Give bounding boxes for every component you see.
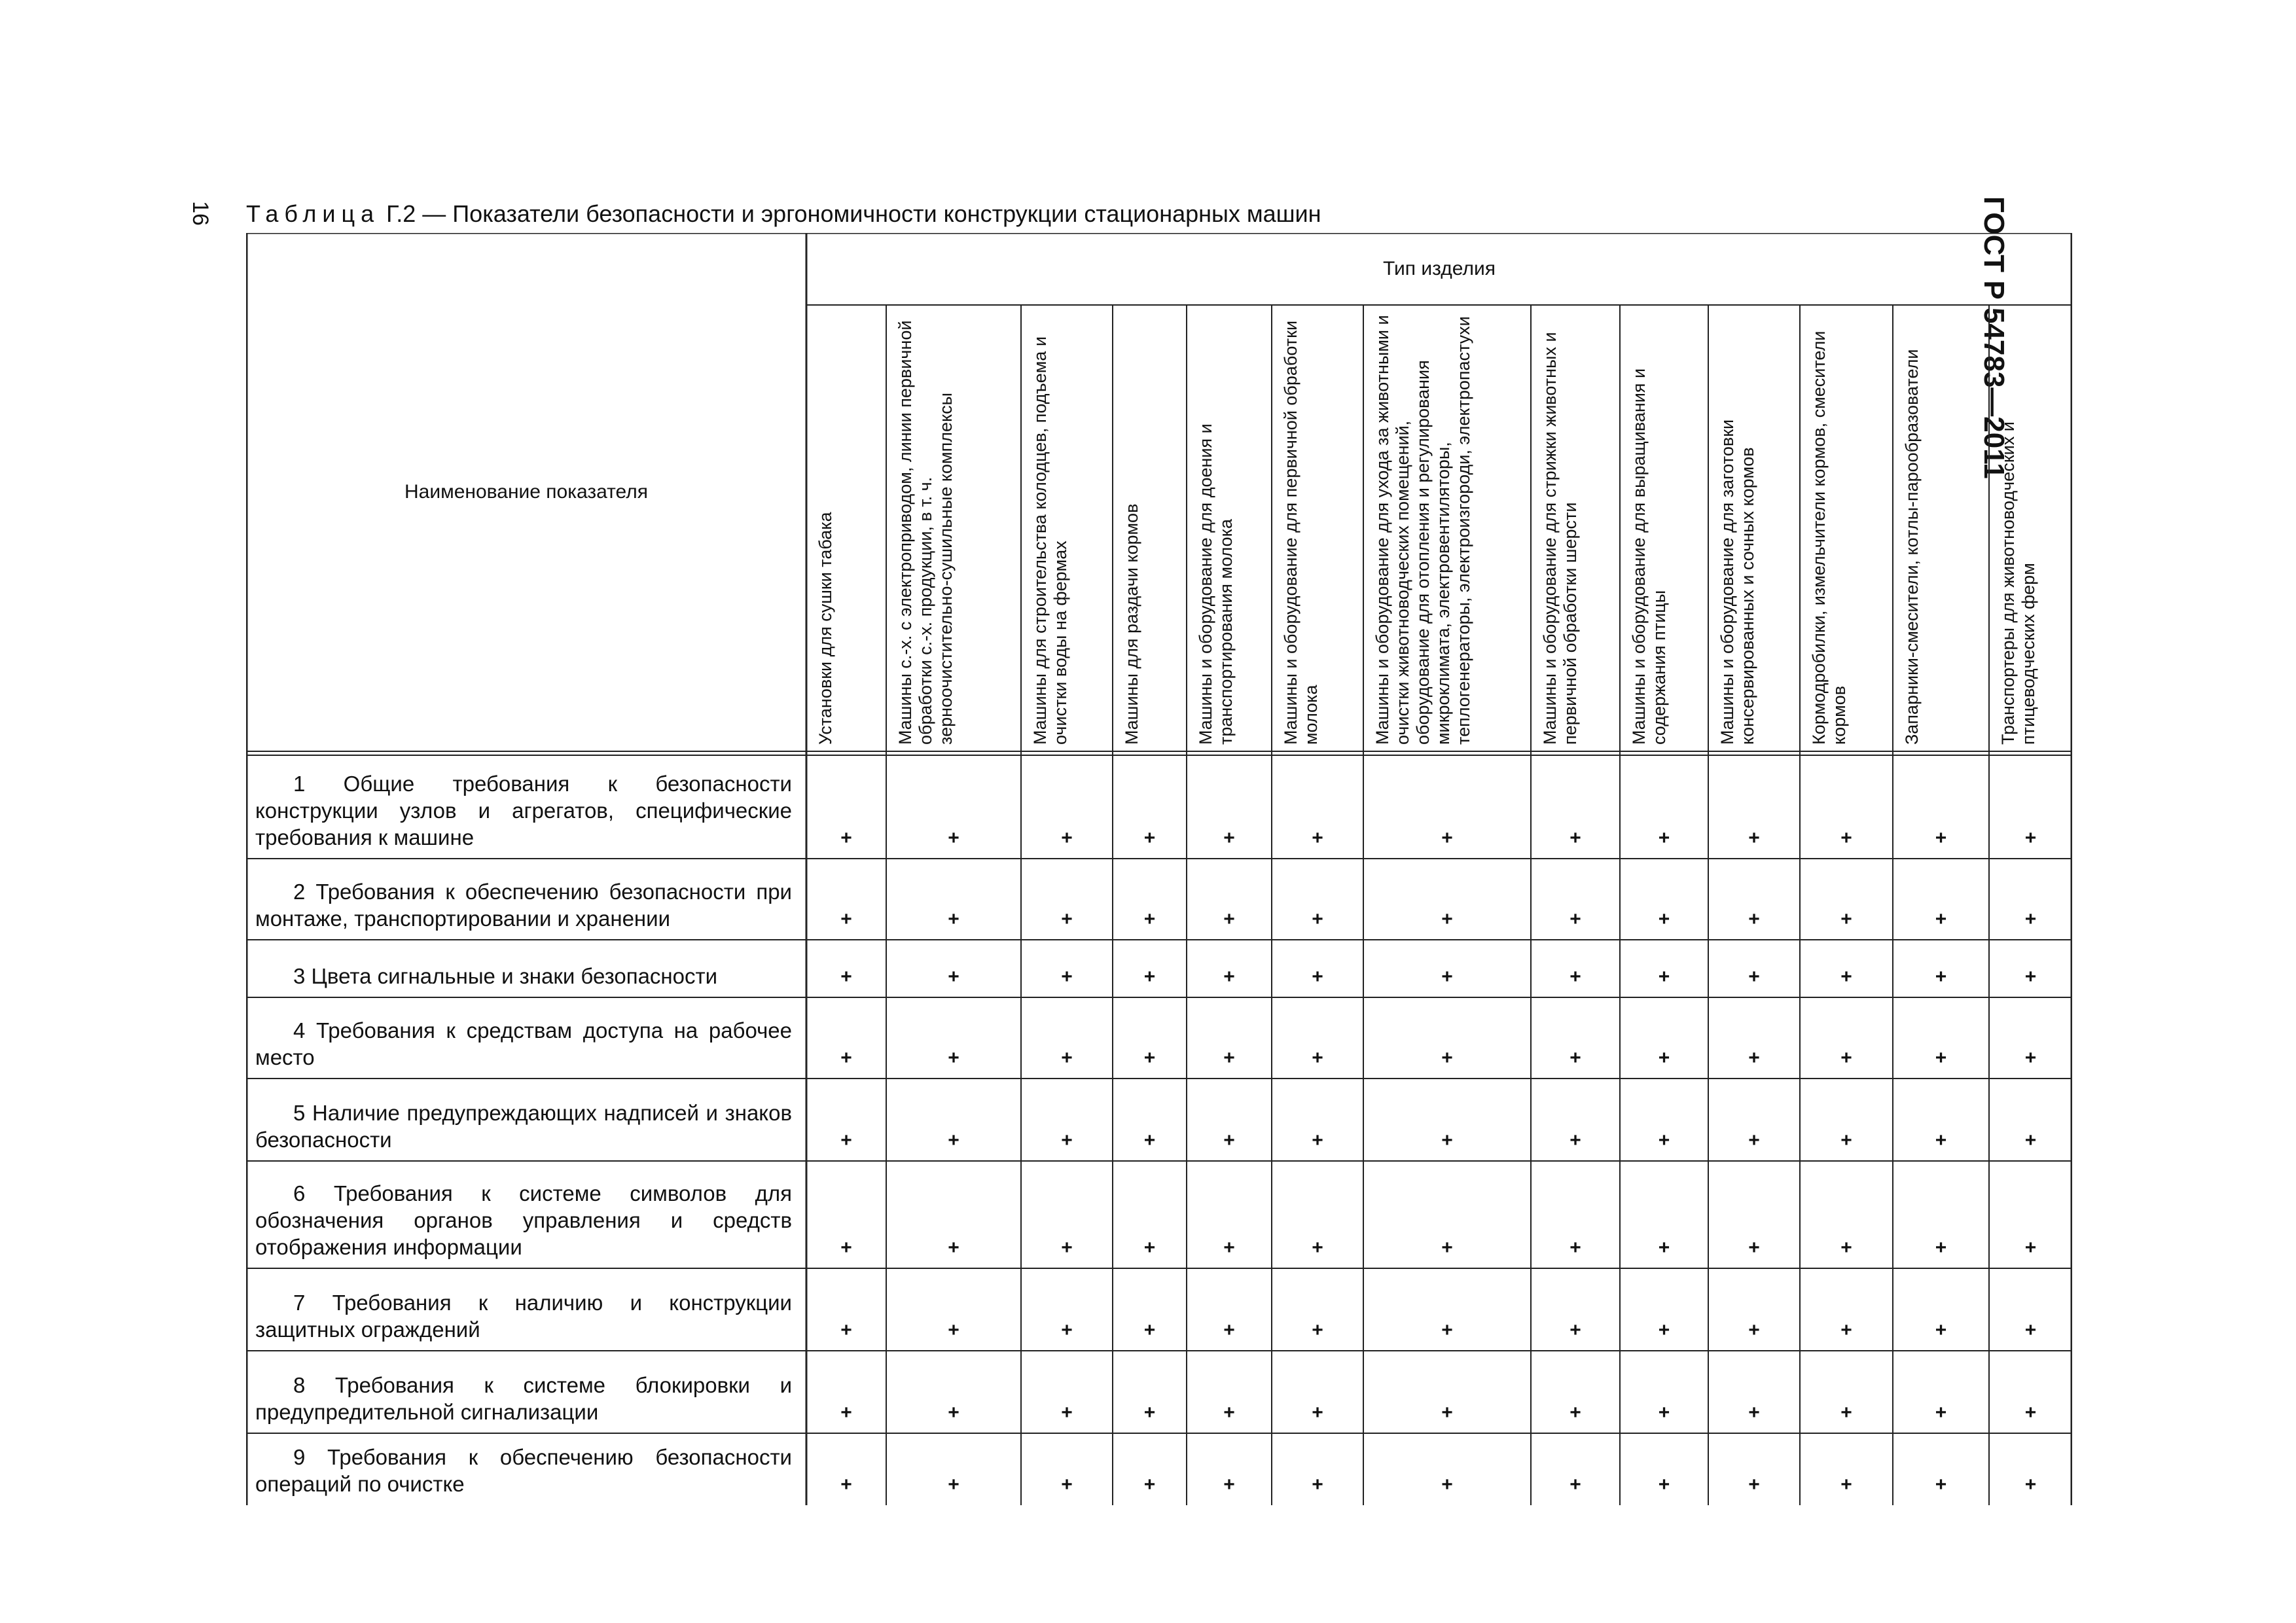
product-type-column-header: Машины и оборудование для выращивания и содержания птицы [1629,368,1669,745]
applicability-mark: + [1441,908,1453,930]
applicability-mark: + [1223,908,1235,930]
applicability-mark: + [948,1402,960,1423]
applicability-mark: + [1935,1237,1947,1258]
applicability-mark: + [1441,1402,1453,1423]
applicability-mark: + [1143,966,1156,988]
applicability-mark: + [948,1130,960,1151]
applicability-mark: + [1143,827,1156,849]
applicability-mark: + [2024,1047,2037,1069]
product-type-column-header: Машины и оборудование для ухода за животными и очистки животноводческих помещений, оборудование для отопления и регулирования микроклимата, электровентиляторы, теплогенераторы, электроизгороди, электропастухи [1372,315,1473,745]
applicability-mark: + [2024,1130,2037,1151]
applicability-mark: + [840,908,852,930]
indicator-row-label [246,1351,806,1433]
applicability-mark: + [1840,1319,1852,1341]
applicability-mark: + [1570,1474,1581,1495]
applicability-mark: + [1570,1237,1581,1258]
product-type-column-header: Машины для строительства колодцев, подъема и очистки воды на фермах [1030,336,1070,745]
applicability-mark: + [1748,1237,1760,1258]
applicability-mark: + [948,966,960,988]
name-column-header: Наименование показателя [404,481,648,503]
applicability-mark: + [1748,1319,1760,1341]
applicability-mark: + [1658,1130,1670,1151]
applicability-mark: + [1748,908,1760,930]
applicability-mark: + [1935,1047,1947,1069]
indicator-row-label [246,997,806,1079]
indicator-row-label [246,1161,806,1268]
type-column-header: Тип изделия [1383,258,1496,279]
applicability-mark: + [1748,1474,1760,1495]
applicability-mark: + [1441,1474,1453,1495]
indicator-row-label [246,859,806,940]
product-type-column-header: Машины и оборудование для стрижки животных и первичной обработки шерсти [1540,332,1580,745]
applicability-mark: + [1441,827,1453,849]
indicator-name: 9 Требования к обеспечению безопасности операций по очистке [255,1445,792,1496]
applicability-mark: + [1143,1402,1156,1423]
applicability-mark: + [1570,827,1581,849]
applicability-mark: + [1312,1474,1323,1495]
applicability-mark: + [1223,1402,1235,1423]
indicator-name: 1 Общие требования к безопасности конструкции узлов и агрегатов, специфические требования к машине [255,772,792,849]
applicability-mark: + [1658,966,1670,988]
indicator-name: 7 Требования к наличию и конструкции защитных ограждений [255,1291,792,1342]
applicability-mark: + [1143,1237,1156,1258]
caption-text: Г.2 — Показатели безопасности и эргономичности конструкции стационарных машин [386,200,1321,227]
product-type-column-header: Запарники-смесители, котлы-парообразователи [1902,349,1922,745]
applicability-mark: + [1223,1237,1235,1258]
applicability-mark: + [1658,827,1670,849]
applicability-mark: + [1935,908,1947,930]
applicability-mark: + [1223,1319,1235,1341]
applicability-mark: + [1935,1402,1947,1423]
applicability-mark: + [1312,1130,1323,1151]
applicability-mark: + [1312,1319,1323,1341]
applicability-mark: + [1840,1047,1852,1069]
product-type-column-header: Транспортеры для животноводческих и птицеводческих ферм [1998,421,2038,745]
applicability-mark: + [1935,827,1947,849]
applicability-mark: + [1143,908,1156,930]
applicability-mark: + [2024,908,2037,930]
applicability-mark: + [1441,1047,1453,1069]
applicability-mark: + [1441,1237,1453,1258]
applicability-mark: + [1840,1402,1852,1423]
applicability-mark: + [2024,966,2037,988]
indicator-row-label [246,1433,806,1505]
product-type-column-header: Установки для сушки табака [816,512,835,745]
applicability-mark: + [1441,1319,1453,1341]
applicability-mark: + [1658,1402,1670,1423]
applicability-mark: + [1061,1130,1073,1151]
applicability-mark: + [948,1237,960,1258]
applicability-mark: + [1223,1474,1235,1495]
applicability-mark: + [1061,1402,1073,1423]
applicability-mark: + [1658,908,1670,930]
applicability-mark: + [1223,1047,1235,1069]
applicability-mark: + [1935,966,1947,988]
indicator-row-label [246,755,806,859]
applicability-mark: + [840,1237,852,1258]
applicability-mark: + [1143,1047,1156,1069]
applicability-mark: + [840,1402,852,1423]
product-type-column-header: Машины и оборудование для первичной обработки молока [1281,320,1321,745]
applicability-mark: + [1312,908,1323,930]
indicator-name: 8 Требования к системе блокировки и предупредительной сигнализации [255,1373,792,1424]
applicability-mark: + [1748,827,1760,849]
product-type-column-header: Машины с.-х. с электроприводом, линии первичной обработки с.-х. продукции, в т. ч. зерноочистительно-сушильные комплексы [895,320,956,745]
applicability-mark: + [1935,1474,1947,1495]
applicability-mark: + [1840,827,1852,849]
applicability-mark: + [1061,1237,1073,1258]
applicability-mark: + [1570,966,1581,988]
standard-id: ГОСТ Р 54783—2011 [1978,196,2010,479]
applicability-mark: + [1223,966,1235,988]
caption-label: Таблица [246,200,380,227]
indicators-table [246,233,2072,1505]
applicability-mark: + [1061,1047,1073,1069]
table-caption [246,199,1321,229]
indicator-name: 4 Требования к средствам доступа на рабочее место [255,1018,792,1069]
applicability-mark: + [1748,966,1760,988]
applicability-mark: + [948,908,960,930]
applicability-mark: + [840,966,852,988]
applicability-mark: + [840,1319,852,1341]
product-type-column-header: Машины и оборудование для заготовки консервированных и сочных кормов [1717,419,1757,745]
applicability-mark: + [1061,1319,1073,1341]
indicator-name: 5 Наличие предупреждающих надписей и знаков безопасности [255,1101,792,1152]
applicability-mark: + [1840,1130,1852,1151]
applicability-mark: + [1658,1047,1670,1069]
product-type-column-header: Машины и оборудование для доения и транспортирования молока [1196,423,1236,745]
indicator-row-label [246,1079,806,1161]
applicability-mark: + [1658,1319,1670,1341]
product-type-column-header: Машины для раздачи кормов [1122,503,1141,745]
applicability-mark: + [1061,827,1073,849]
applicability-mark: + [1312,827,1323,849]
applicability-mark: + [1312,966,1323,988]
applicability-mark: + [1223,827,1235,849]
applicability-mark: + [1840,1474,1852,1495]
applicability-mark: + [1748,1047,1760,1069]
applicability-mark: + [1570,1402,1581,1423]
applicability-mark: + [1223,1130,1235,1151]
applicability-mark: + [1840,908,1852,930]
page-number: 16 [188,201,213,226]
applicability-mark: + [2024,827,2037,849]
applicability-mark: + [948,1047,960,1069]
applicability-mark: + [2024,1319,2037,1341]
applicability-mark: + [1143,1130,1156,1151]
applicability-mark: + [1570,1047,1581,1069]
applicability-mark: + [948,1474,960,1495]
applicability-mark: + [2024,1237,2037,1258]
applicability-mark: + [1935,1319,1947,1341]
applicability-mark: + [840,1130,852,1151]
applicability-mark: + [1143,1474,1156,1495]
indicator-name: 3 Цвета сигнальные и знаки безопасности [293,964,718,988]
applicability-mark: + [1570,1319,1581,1341]
applicability-mark: + [1061,1474,1073,1495]
applicability-mark: + [1570,1130,1581,1151]
applicability-mark: + [2024,1474,2037,1495]
applicability-mark: + [1570,908,1581,930]
applicability-mark: + [1061,908,1073,930]
product-type-column-header: Кормодробилки, измельчители кормов, смесители кормов [1809,330,1849,745]
applicability-mark: + [948,827,960,849]
indicator-name: 2 Требования к обеспечению безопасности при монтаже, транспортировании и хранении [255,880,792,931]
applicability-mark: + [1658,1474,1670,1495]
applicability-mark: + [2024,1402,2037,1423]
applicability-mark: + [1840,966,1852,988]
indicator-name: 6 Требования к системе символов для обозначения органов управления и средств отображения информации [255,1181,792,1259]
applicability-mark: + [840,827,852,849]
applicability-mark: + [1312,1047,1323,1069]
applicability-mark: + [1312,1237,1323,1258]
applicability-mark: + [1441,1130,1453,1151]
applicability-mark: + [1658,1237,1670,1258]
applicability-mark: + [840,1474,852,1495]
applicability-mark: + [1935,1130,1947,1151]
applicability-mark: + [1840,1237,1852,1258]
applicability-mark: + [1061,966,1073,988]
indicator-row-label [246,940,806,997]
applicability-mark: + [1748,1130,1760,1151]
applicability-mark: + [948,1319,960,1341]
applicability-mark: + [840,1047,852,1069]
applicability-mark: + [1441,966,1453,988]
applicability-mark: + [1143,1319,1156,1341]
indicator-row-label [246,1268,806,1351]
applicability-mark: + [1748,1402,1760,1423]
applicability-mark: + [1312,1402,1323,1423]
